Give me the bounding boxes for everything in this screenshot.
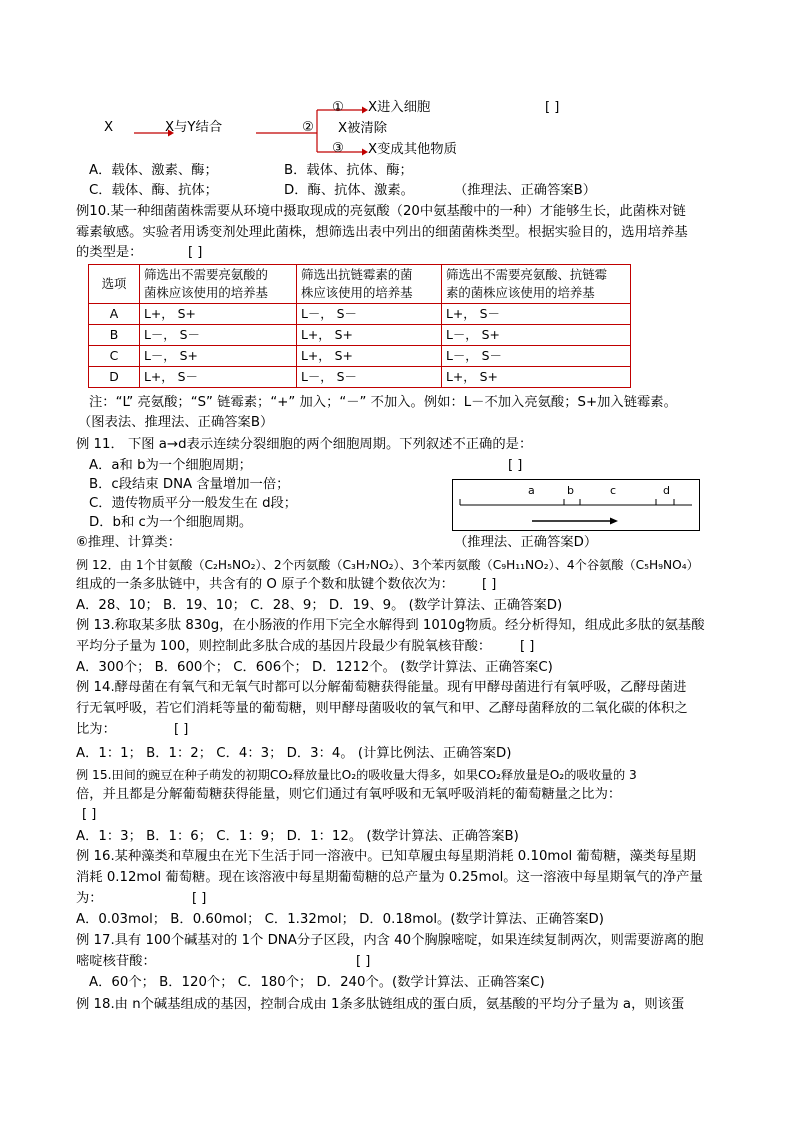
q9-option-b: B．载体、抗体、酶； — [284, 163, 413, 178]
table-cell: L－， S－ — [140, 325, 297, 346]
q12-line-2: 组成的一条多肽链中，共含有的 O 原子个数和肽键个数依次为： — [76, 577, 454, 592]
table-cell: A — [89, 304, 140, 325]
q13-line-1: 例 13.称取某多肽 830g，在小肠液的作用下完全水解得到 1010g物质。经分析得知，组成此多肽的氨基酸 — [76, 618, 705, 633]
header-no-leucine: 筛选出不需要亮氨酸的 菌株应该使用的培养基 — [140, 265, 297, 304]
branch1-text: X进入细胞 — [368, 100, 431, 115]
branch3-number: ③ — [332, 141, 344, 156]
table-cell: D — [89, 367, 140, 388]
q16-line-1: 例 16.某种藻类和草履虫在光下生活于同一溶液中。已知草履虫每星期消耗 0.10mol 葡萄糖，藻类每星期 — [76, 849, 697, 864]
table-cell: L+， S+ — [140, 304, 297, 325]
table-cell: L+， S+ — [297, 325, 442, 346]
table-cell: B — [89, 325, 140, 346]
cell-cycle-diagram — [452, 479, 700, 531]
table-row — [89, 346, 631, 367]
q9-method-note: （推理法、正确答案B） — [454, 183, 597, 198]
table-cell: L+， S+ — [297, 346, 442, 367]
q14-line-2: 行无氧呼吸，若它们消耗等量的葡萄糖，则甲酵母菌吸收的氧气和甲、乙酵母菌释放的二氧化碳的体积之 — [76, 701, 688, 716]
cycle-label-b: b — [567, 484, 574, 497]
q9-option-c: C．载体、酶、抗体； — [89, 183, 218, 198]
branch2-text: X被清除 — [338, 121, 387, 136]
q12-line-1: 例 12．由 1个甘氨酸（C₂H₅NO₂）、2个丙氨酸（C₃H₇NO₂）、3个苯丙氨酸（C₉H₁₁NO₂）、4个谷氨酸（C₅H₉NO₄） — [76, 558, 699, 572]
q17-line-2: 嘧啶核苷酸： — [76, 954, 156, 969]
q10-line-1: 例10.某一种细菌菌株需要从环境中摄取现成的亮氨酸（20中氨基酸中的一种）才能够生长，此菌株对链 — [76, 204, 686, 219]
q11-option-d: D．b和 c为一个细胞周期。 — [89, 515, 253, 530]
q15-line-2: 倍，并且都是分解葡萄糖获得能量，则它们通过有氧呼吸和无氧呼吸消耗的葡萄糖量之比为： — [76, 787, 622, 802]
cycle-label-a: a — [528, 484, 535, 497]
q11-option-a: A．a和 b为一个细胞周期； — [89, 458, 252, 473]
table-cell: L－， S－ — [297, 304, 442, 325]
q18-line-1: 例 18.由 n个碱基组成的基因，控制合成由 1条多肽链组成的蛋白质，氨基酸的平均分子量为 a，则该蛋 — [76, 997, 685, 1012]
q15-answer-bracket[interactable]: [ ] — [82, 807, 97, 822]
header-option: 选项 — [89, 265, 140, 304]
q16-line-3: 为： — [76, 891, 103, 906]
table-cell: L－， S－ — [297, 367, 442, 388]
q11-stem: 例 11． 下图 a→d表示连续分裂细胞的两个细胞周期。下列叙述不正确的是： — [76, 437, 533, 452]
diagram-x-label: X — [104, 120, 114, 135]
cycle-label-c: c — [610, 484, 617, 497]
q10-answer-bracket[interactable]: [ ] — [188, 245, 203, 260]
table-cell: L+， S－ — [442, 304, 631, 325]
q10-note-1: 注：“L” 亮氨酸；“S” 链霉素；“+” 加入；“－” 不加入。例如：L－不加入亮氨酸；S+加入链霉素。 — [89, 395, 677, 410]
section-method-note: （推理法、正确答案D） — [454, 535, 598, 550]
q11-answer-bracket[interactable]: [ ] — [508, 458, 523, 473]
table-cell: L+， S－ — [140, 367, 297, 388]
table-cell: L+， S+ — [442, 367, 631, 388]
header-streptomycin: 筛选出抗链霉素的菌 株应该使用的培养基 — [297, 265, 442, 304]
q15-line-1: 例 15.田间的豌豆在种子萌发的初期CO₂释放量比O₂的吸收量大得多，如果CO₂释放量是O₂的吸收量的 3 — [76, 768, 637, 782]
q17-options: A．60个； B．120个； C．180个； D．240个。(数学计算法、正确答案C) — [89, 975, 545, 990]
table-row — [89, 367, 631, 388]
q16-answer-bracket[interactable]: [ ] — [192, 891, 207, 906]
diagram-combine-label: X与Y结合 — [165, 120, 223, 135]
header-both: 筛选出不需要亮氨酸、抗链霉 素的菌株应该使用的培养基 — [442, 265, 631, 304]
q14-line-3: 比为： — [76, 722, 116, 737]
table-cell: L－， S+ — [140, 346, 297, 367]
q10-options-table — [88, 264, 631, 388]
q13-line-2: 平均分子量为 100，则控制此多肽合成的基因片段最少有脱氧核苷酸： — [76, 639, 492, 654]
branch3-text: X变成其他物质 — [368, 142, 457, 157]
section-title: ⑥推理、计算类： — [76, 535, 181, 550]
q17-answer-bracket[interactable]: [ ] — [356, 954, 371, 969]
q10-line-3: 的类型是： — [76, 245, 143, 260]
q13-answer-bracket[interactable]: [ ] — [520, 639, 535, 654]
q14-line-1: 例 14.酵母菌在有氧气和无氧气时都可以分解葡萄糖获得能量。现有甲酵母菌进行有氧呼吸，乙酵母菌进 — [76, 680, 687, 695]
branch2-number: ② — [302, 120, 314, 135]
table-row — [89, 304, 631, 325]
table-header-row — [89, 265, 631, 304]
q12-answer-bracket[interactable]: [ ] — [482, 577, 497, 592]
q12-options: A．28、10； B．19、10； C．28、9； D．19、9。 (数学计算法、正确答案D) — [76, 598, 563, 613]
q10-line-2: 霉素敏感。实验者用诱变剂处理此菌株，想筛选出表中列出的细菌菌株类型。根据实验目的，选用培养基 — [76, 225, 688, 240]
table-cell: L－， S+ — [442, 325, 631, 346]
table-cell: C — [89, 346, 140, 367]
q14-answer-bracket[interactable]: [ ] — [174, 722, 189, 737]
cycle-label-d: d — [663, 484, 670, 497]
q9-option-d: D．酶、抗体、激素。 — [284, 183, 414, 198]
q16-options: A．0.03mol； B．0.60mol； C．1.32mol； D．0.18mol。(数学计算法、正确答案D) — [76, 912, 604, 927]
q13-options: A．300个； B．600个； C．606个； D．1212个。 (数学计算法、正确答案C) — [76, 660, 553, 675]
q16-line-2: 消耗 0.12mol 葡萄糖。现在该溶液中每星期葡萄糖的总产量为 0.25mol。这一溶液中每星期氧气的净产量 — [76, 870, 703, 885]
q17-line-1: 例 17.具有 100个碱基对的 1个 DNA分子区段，内含 40个胸腺嘧啶，如果连续复制两次，则需要游离的胞 — [76, 933, 704, 948]
q9-option-a: A．载体、激素、酶； — [89, 163, 218, 178]
q15-options: A．1：3； B．1：6； C．1：9； D．1：12。 (数学计算法、正确答案B) — [76, 829, 519, 844]
table-row — [89, 325, 631, 346]
table-cell: L－， S－ — [442, 346, 631, 367]
q10-note-2: （图表法、推理法、正确答案B） — [78, 415, 274, 430]
q14-options: A．1：1； B．1：2； C．4：3； D．3：4。 (计算比例法、正确答案D) — [76, 746, 512, 761]
q11-option-b: B．c段结束 DNA 含量增加一倍； — [89, 477, 290, 492]
q9-answer-bracket[interactable]: [ ] — [545, 100, 560, 115]
branch1-number: ① — [332, 100, 344, 115]
q11-option-c: C．遗传物质平分一般发生在 d段； — [89, 496, 298, 511]
